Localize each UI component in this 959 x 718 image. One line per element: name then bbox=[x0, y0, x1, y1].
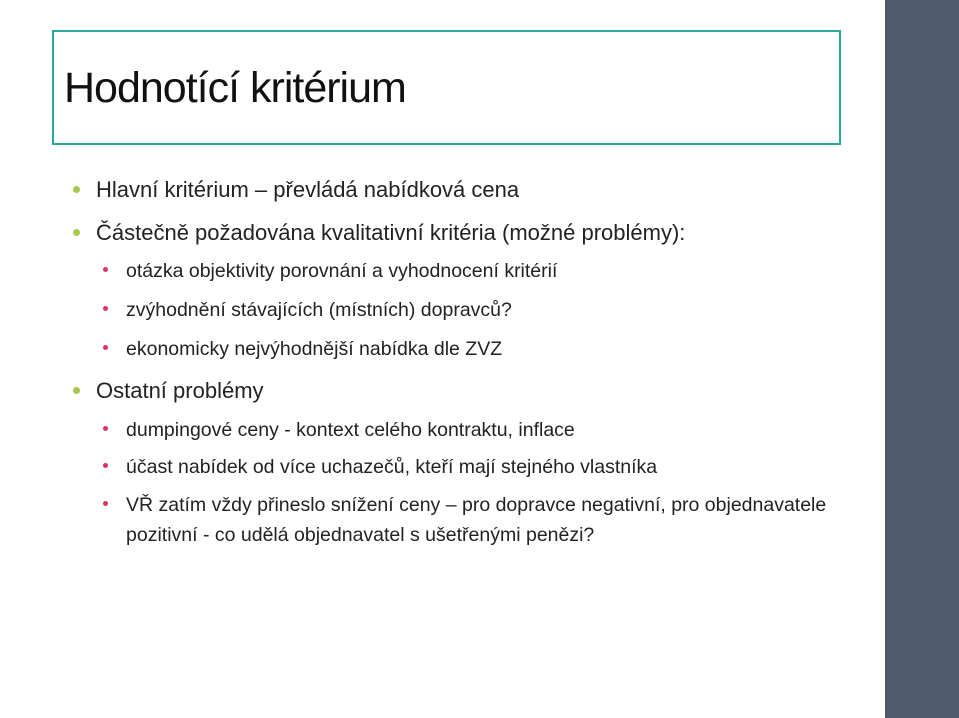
bullet-dot-icon bbox=[103, 501, 108, 506]
slide-title: Hodnotící kritérium bbox=[64, 64, 406, 112]
list-item-text: dumpingové ceny - kontext celého kontraktu, inflace bbox=[126, 419, 575, 441]
bullet-dot-icon bbox=[103, 306, 108, 311]
list-item bbox=[96, 219, 685, 247]
list-item-text: Hlavní kritérium – převládá nabídková cena bbox=[96, 177, 520, 202]
bullet-dot-icon bbox=[73, 387, 80, 394]
list-item bbox=[126, 415, 575, 445]
list-item-text: Ostatní problémy bbox=[96, 378, 264, 403]
list-item-text: účast nabídek od více uchazečů, kteří mají stejného vlastníka bbox=[126, 456, 658, 478]
bullet-dot-icon bbox=[103, 463, 108, 468]
side-decoration-band bbox=[885, 0, 959, 718]
bullet-dot-icon bbox=[73, 186, 80, 193]
list-item bbox=[126, 256, 557, 286]
list-item-text: VŘ zatím vždy přineslo snížení ceny – pro dopravce negativní, pro objednavatele pozitivní - co udělá objednavatel s ušetřenými penězi? bbox=[126, 494, 827, 546]
bullet-dot-icon bbox=[73, 229, 80, 236]
list-item bbox=[126, 334, 502, 364]
list-item-text: otázka objektivity porovnání a vyhodnocení kritérií bbox=[126, 260, 558, 282]
list-item bbox=[126, 490, 846, 550]
list-item bbox=[96, 176, 519, 204]
bullet-dot-icon bbox=[103, 345, 108, 350]
bullet-dot-icon bbox=[103, 426, 108, 431]
bullet-dot-icon bbox=[103, 267, 108, 272]
list-item-text: zvýhodnění stávajících (místních) dopravců? bbox=[126, 299, 512, 321]
list-item bbox=[126, 295, 512, 325]
list-item-text: ekonomicky nejvýhodnější nabídka dle ZVZ bbox=[126, 338, 503, 360]
list-item bbox=[96, 377, 264, 405]
list-item-text: Částečně požadována kvalitativní kritéria (možné problémy): bbox=[96, 220, 686, 245]
list-item bbox=[126, 452, 657, 482]
